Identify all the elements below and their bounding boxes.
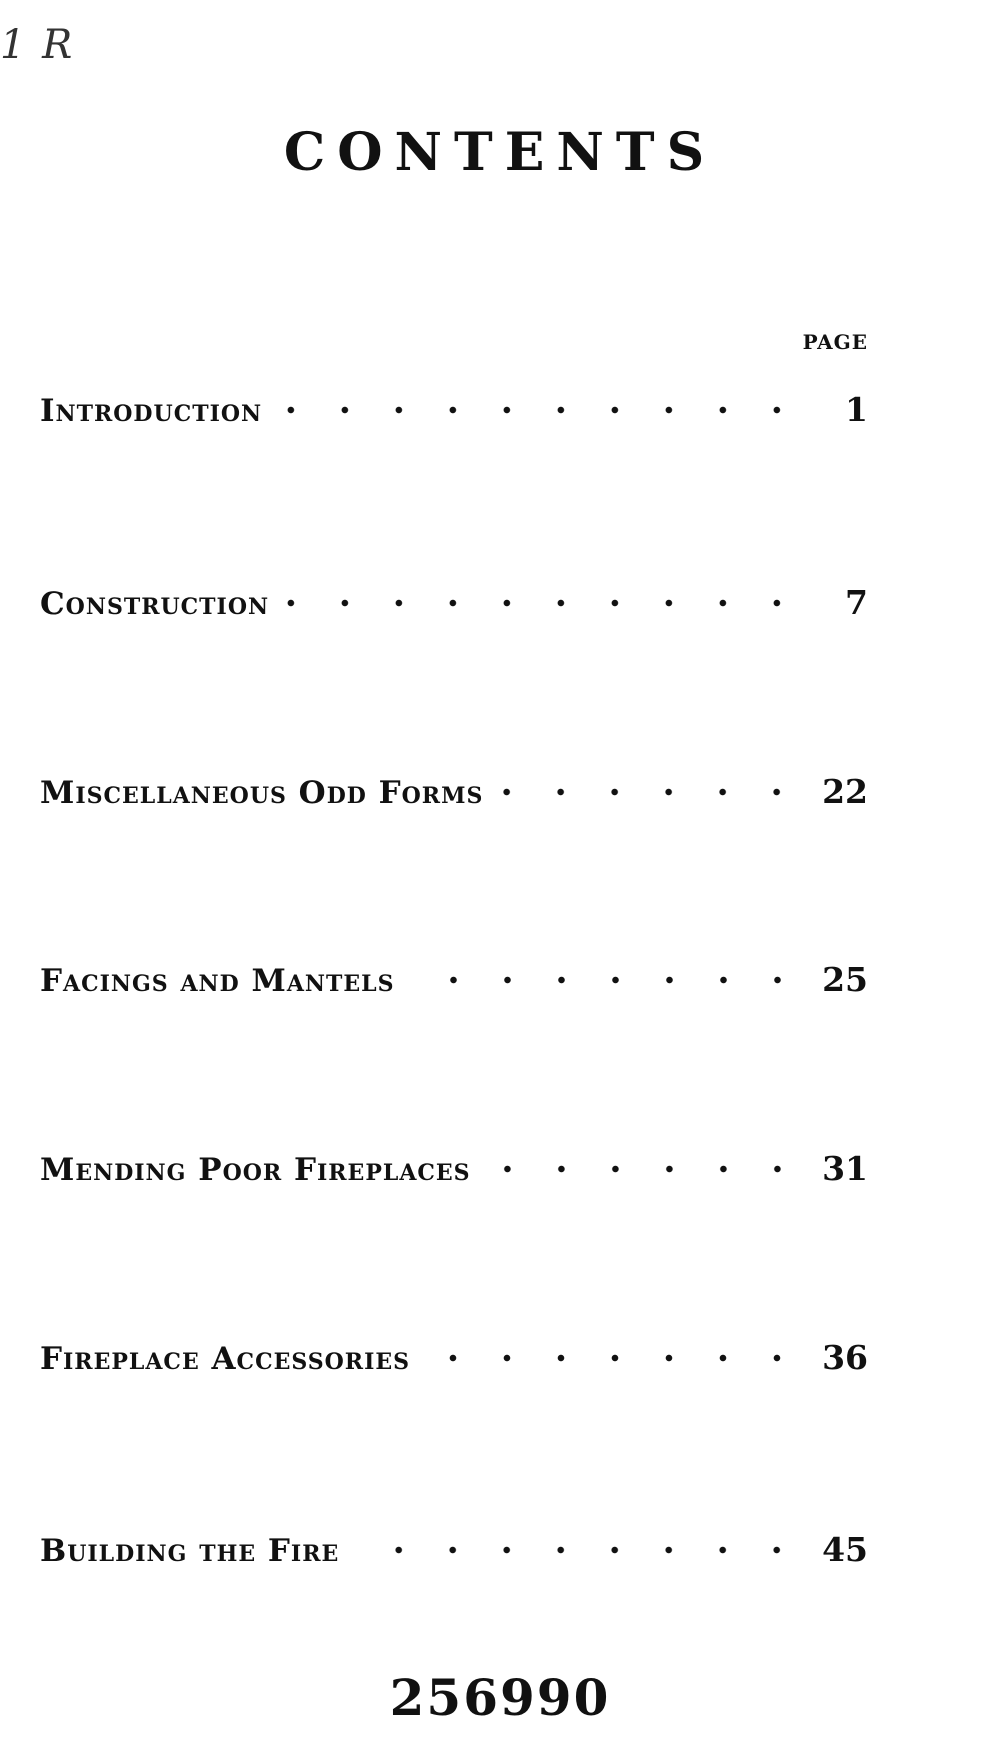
toc-entry-title: Fireplace Accessories (40, 1341, 411, 1377)
toc-entry-page: 1 (845, 390, 868, 429)
toc-entry-construction (40, 583, 868, 623)
toc-entry-title: Miscellaneous Odd Forms (40, 775, 484, 811)
toc-entry-introduction (40, 390, 868, 430)
page-column-heading: PAGE (802, 330, 868, 354)
toc-entry-title: Construction (40, 586, 270, 622)
toc-entry-title: Building the Fire (40, 1533, 340, 1569)
dot-leader (287, 598, 804, 608)
toc-entry-page: 36 (822, 1338, 868, 1377)
toc-entry-fireplace-accessories (40, 1338, 868, 1378)
toc-entry-building-the-fire (40, 1530, 868, 1570)
dot-leader (501, 787, 804, 797)
toc-entry-page: 45 (822, 1530, 868, 1569)
toc-entry-page: 7 (845, 583, 868, 622)
dot-leader (357, 1545, 804, 1555)
toc-entry-page: 31 (822, 1149, 868, 1188)
toc-entry-page: 25 (822, 960, 868, 999)
page-title: CONTENTS (283, 122, 717, 183)
toc-entry-mending-poor-fireplaces (40, 1149, 868, 1189)
dot-leader (413, 975, 805, 985)
handwritten-mark: 1 R (0, 22, 75, 68)
toc-entry-title: Introduction (40, 393, 263, 429)
dot-leader (489, 1164, 804, 1174)
toc-entry-title: Facings and Mantels (40, 963, 395, 999)
dot-leader (428, 1353, 804, 1363)
toc-entry-page: 22 (822, 772, 868, 811)
catalog-number: 256990 (389, 1668, 611, 1727)
toc-entry-facings-and-mantels (40, 960, 868, 1000)
dot-leader (280, 405, 804, 415)
toc-entry-title: Mending Poor Fireplaces (40, 1152, 471, 1188)
toc-entry-miscellaneous-odd-forms (40, 772, 868, 812)
